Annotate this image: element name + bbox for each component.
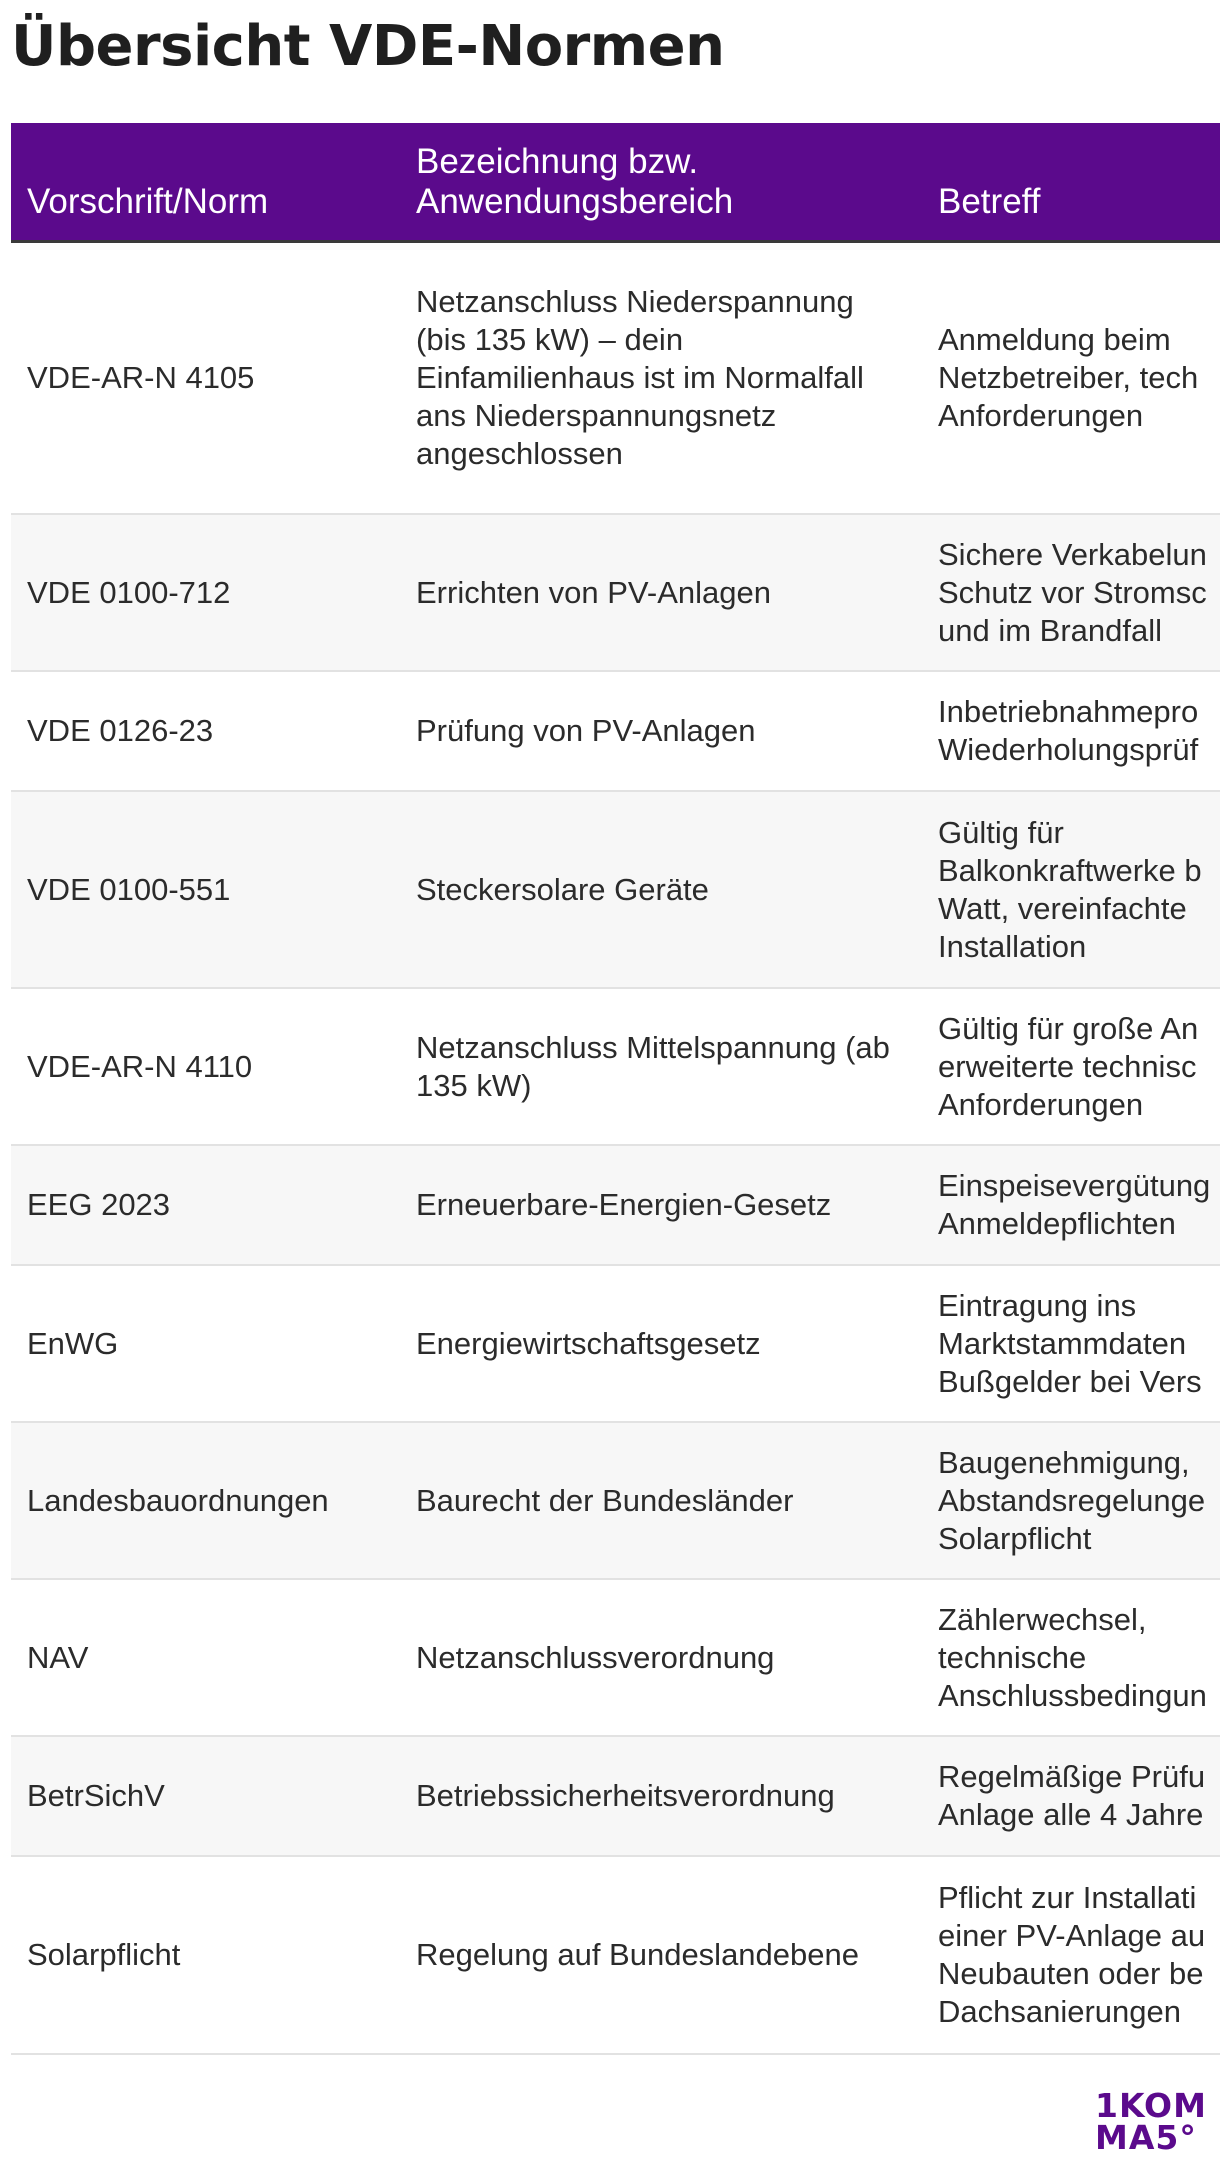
cell-subject: Pflicht zur Installati einer PV-Anlage au Neubauten oder be Dachsanierungen: [922, 1856, 1220, 2054]
page-title: Übersicht VDE-Normen: [11, 14, 725, 79]
cell-designation: Netzanschluss Mittelspannung (ab 135 kW): [400, 988, 922, 1145]
norms-table: [11, 123, 1220, 2055]
cell-norm: Landesbauordnungen: [11, 1422, 400, 1579]
cell-norm: VDE-AR-N 4105: [11, 241, 400, 514]
cell-norm: VDE 0126-23: [11, 671, 400, 791]
table-row: [11, 1856, 1220, 2054]
cell-designation: Erneuerbare-Energien-Gesetz: [400, 1145, 922, 1265]
cell-subject: Einspeisevergütung Anmeldepflichten: [922, 1145, 1220, 1265]
cell-designation: Energiewirtschaftsgesetz: [400, 1265, 922, 1422]
header-designation: Bezeichnung bzw. Anwendungsbereich: [400, 123, 922, 241]
table-row: [11, 514, 1220, 671]
cell-designation: Errichten von PV-Anlagen: [400, 514, 922, 671]
cell-norm: EEG 2023: [11, 1145, 400, 1265]
cell-norm: NAV: [11, 1579, 400, 1736]
cell-subject: Sichere Verkabelun Schutz vor Stromsc und im Brandfall: [922, 514, 1220, 671]
cell-subject: Eintragung ins Marktstammdaten Bußgelder bei Vers: [922, 1265, 1220, 1422]
table-row: [11, 1736, 1220, 1856]
cell-subject: Gültig für große An erweiterte technisc Anforderungen: [922, 988, 1220, 1145]
cell-subject: Anmeldung beim Netzbetreiber, tech Anforderungen: [922, 241, 1220, 514]
logo-line-2: MA5°: [1095, 2118, 1197, 2157]
table-row: [11, 241, 1220, 514]
cell-norm: VDE 0100-712: [11, 514, 400, 671]
table-row: [11, 1145, 1220, 1265]
cell-designation: Regelung auf Bundeslandebene: [400, 1856, 922, 2054]
cell-subject: Inbetriebnahmepro Wiederholungsprüf: [922, 671, 1220, 791]
cell-designation: Netzanschlussverordnung: [400, 1579, 922, 1736]
logo-line-1: 1KOM: [1095, 2086, 1207, 2125]
cell-designation: Baurecht der Bundesländer: [400, 1422, 922, 1579]
table-container: [11, 123, 1220, 2055]
cell-designation: Prüfung von PV-Anlagen: [400, 671, 922, 791]
cell-norm: BetrSichV: [11, 1736, 400, 1856]
table-header: [11, 123, 1220, 241]
cell-subject: Baugenehmigung, Abstandsregelunge Solarpflicht: [922, 1422, 1220, 1579]
cell-norm: VDE-AR-N 4110: [11, 988, 400, 1145]
cell-designation: Netzanschluss Niederspannung (bis 135 kW) – dein Einfamilienhaus ist im Normalfall ans Niederspannungsnetz angeschlossen: [400, 241, 922, 514]
table-row: [11, 671, 1220, 791]
brand-logo: [1095, 2086, 1207, 2157]
table-row: [11, 791, 1220, 988]
cell-norm: EnWG: [11, 1265, 400, 1422]
cell-subject: Regelmäßige Prüfu Anlage alle 4 Jahre: [922, 1736, 1220, 1856]
cell-norm: VDE 0100-551: [11, 791, 400, 988]
table-row: [11, 1265, 1220, 1422]
cell-designation: Steckersolare Geräte: [400, 791, 922, 988]
header-row: [11, 123, 1220, 241]
table-body: [11, 241, 1220, 2054]
cell-subject: Gültig für Balkonkraftwerke b Watt, vereinfachte Installation: [922, 791, 1220, 988]
header-subject: Betreff: [922, 123, 1220, 241]
header-norm: Vorschrift/Norm: [11, 123, 400, 241]
table-row: [11, 988, 1220, 1145]
table-row: [11, 1579, 1220, 1736]
cell-designation: Betriebssicherheitsverordnung: [400, 1736, 922, 1856]
table-row: [11, 1422, 1220, 1579]
cell-subject: Zählerwechsel, technische Anschlussbedingun: [922, 1579, 1220, 1736]
cell-norm: Solarpflicht: [11, 1856, 400, 2054]
